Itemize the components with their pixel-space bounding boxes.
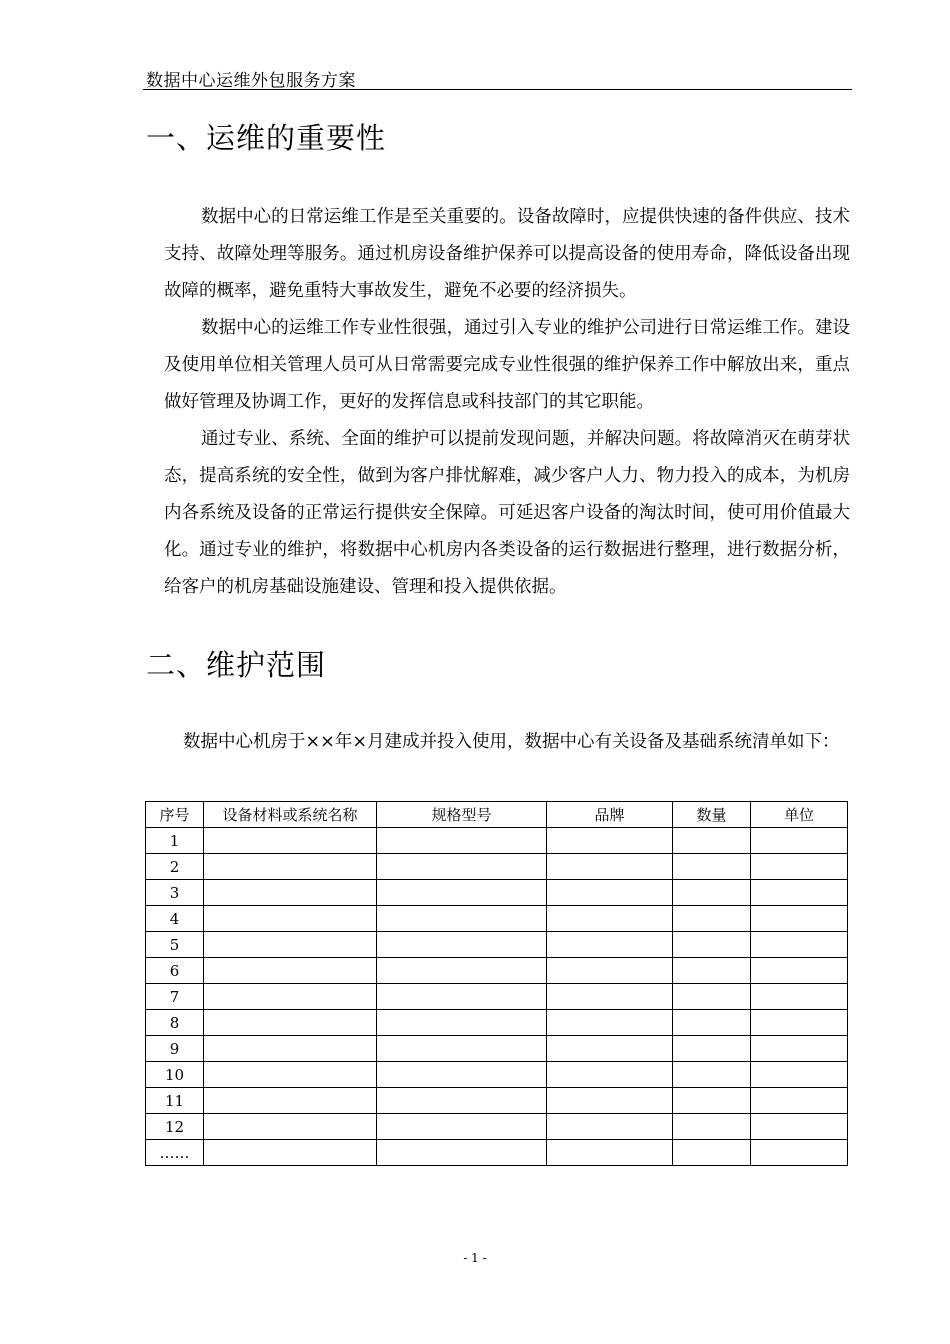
paragraph-importance-2: 数据中心的运维工作专业性很强，通过引入专业的维护公司进行日常运维工作。建设及使用单位相关管理人员可从日常需要完成专业性很强的维护保养工作中解放出来，重点做好管理及协调工作，更好的发挥信息或科技部门的其它职能。	[164, 318, 850, 412]
cell	[751, 958, 848, 984]
table-row	[146, 1010, 848, 1036]
cell	[673, 1010, 751, 1036]
cell	[547, 1036, 673, 1062]
cell	[204, 984, 377, 1010]
table-row	[146, 1088, 848, 1114]
row-index: 3	[146, 880, 204, 906]
paragraph-importance-3: 通过专业、系统、全面的维护可以提前发现问题，并解决问题。将故障消灭在萌芽状态，提高系统的安全性，做到为客户排忧解难，减少客户人力、物力投入的成本，为机房内各系统及设备的正常运行提供安全保障。可延迟客户设备的淘汰时间，使可用价值最大化。通过专业的维护，将数据中心机房内各类设备的运行数据进行整理，进行数据分析，给客户的机房基础设施建设、管理和投入提供依据。	[164, 429, 850, 597]
header-quantity: 数量	[673, 802, 751, 828]
cell	[751, 1062, 848, 1088]
cell	[547, 1140, 673, 1166]
cell	[673, 984, 751, 1010]
page-number: - 1 -	[463, 1251, 487, 1265]
cell	[204, 854, 377, 880]
cell	[547, 1114, 673, 1140]
cell	[377, 1010, 547, 1036]
cell	[751, 854, 848, 880]
header-model: 规格型号	[377, 802, 547, 828]
cell	[377, 984, 547, 1010]
header-name: 设备材料或系统名称	[204, 802, 377, 828]
cell	[751, 932, 848, 958]
cell	[751, 1010, 848, 1036]
cell	[204, 1088, 377, 1114]
cell	[547, 1062, 673, 1088]
cell	[204, 1114, 377, 1140]
table-row	[146, 1036, 848, 1062]
cell	[204, 1140, 377, 1166]
cell	[547, 828, 673, 854]
cell	[673, 828, 751, 854]
table-row	[146, 1140, 848, 1166]
cell	[377, 1036, 547, 1062]
cell	[673, 1088, 751, 1114]
header-divider	[143, 89, 852, 90]
row-index: 4	[146, 906, 204, 932]
table-header-row	[146, 802, 848, 828]
cell	[547, 906, 673, 932]
cell	[673, 1140, 751, 1166]
row-index: 6	[146, 958, 204, 984]
cell	[751, 1140, 848, 1166]
cell	[673, 1036, 751, 1062]
cell	[547, 958, 673, 984]
cell	[377, 1114, 547, 1140]
row-index: 10	[146, 1062, 204, 1088]
cell	[673, 1062, 751, 1088]
cell	[377, 1062, 547, 1088]
paragraph-importance-1: 数据中心的日常运维工作是至关重要的。设备故障时，应提供快速的备件供应、技术支持、故障处理等服务。通过机房设备维护保养可以提高设备的使用寿命，降低设备出现故障的概率，避免重特大事故发生，避免不必要的经济损失。	[164, 207, 850, 301]
cell	[751, 828, 848, 854]
cell	[547, 854, 673, 880]
cell	[751, 1088, 848, 1114]
cell	[673, 880, 751, 906]
cell	[673, 1114, 751, 1140]
table-row	[146, 1062, 848, 1088]
row-index: 5	[146, 932, 204, 958]
section-title-scope: 二、维护范围	[146, 648, 327, 682]
cell	[204, 1010, 377, 1036]
table-row	[146, 906, 848, 932]
cell	[547, 1010, 673, 1036]
cell	[204, 880, 377, 906]
cell	[751, 984, 848, 1010]
row-index: 2	[146, 854, 204, 880]
cell	[751, 880, 848, 906]
cell	[751, 906, 848, 932]
cell	[377, 958, 547, 984]
cell	[377, 1140, 547, 1166]
cell	[204, 906, 377, 932]
cell	[377, 854, 547, 880]
row-index: 9	[146, 1036, 204, 1062]
row-index: 8	[146, 1010, 204, 1036]
section-title-importance: 一、运维的重要性	[146, 121, 387, 155]
cell	[673, 958, 751, 984]
table-row	[146, 828, 848, 854]
table-row	[146, 1114, 848, 1140]
cell	[673, 854, 751, 880]
equipment-table	[145, 801, 848, 1166]
table-row	[146, 880, 848, 906]
header-brand: 品牌	[547, 802, 673, 828]
table-row	[146, 958, 848, 984]
table-row	[146, 932, 848, 958]
cell	[547, 880, 673, 906]
document-header-title: 数据中心运维外包服务方案	[146, 71, 356, 91]
header-unit: 单位	[751, 802, 848, 828]
cell	[204, 932, 377, 958]
cell	[377, 906, 547, 932]
cell	[547, 932, 673, 958]
cell	[547, 984, 673, 1010]
header-index: 序号	[146, 802, 204, 828]
table-row	[146, 984, 848, 1010]
row-index: 7	[146, 984, 204, 1010]
row-index: ……	[146, 1140, 204, 1166]
row-index: 12	[146, 1114, 204, 1140]
row-index: 11	[146, 1088, 204, 1114]
cell	[547, 1088, 673, 1114]
cell	[377, 880, 547, 906]
cell	[377, 1088, 547, 1114]
scope-intro-paragraph: 数据中心机房于××年×月建成并投入使用，数据中心有关设备及基础系统清单如下：	[183, 732, 840, 752]
cell	[377, 932, 547, 958]
cell	[751, 1036, 848, 1062]
cell	[204, 1036, 377, 1062]
cell	[204, 828, 377, 854]
table-row	[146, 854, 848, 880]
cell	[751, 1114, 848, 1140]
cell	[204, 958, 377, 984]
cell	[377, 828, 547, 854]
row-index: 1	[146, 828, 204, 854]
cell	[673, 932, 751, 958]
cell	[204, 1062, 377, 1088]
cell	[673, 906, 751, 932]
